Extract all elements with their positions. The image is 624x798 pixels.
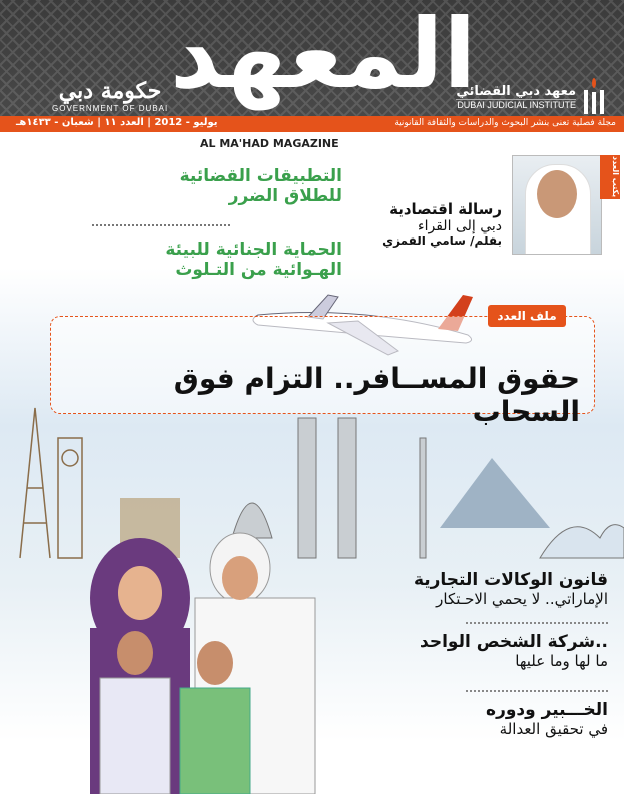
toc-judicial-applications[interactable]: التطبيقات القضائية للطلاق الضرر: [179, 166, 342, 206]
editor-tab: يكتب العدد: [600, 155, 620, 199]
issue-date: يوليو - 2012 | العدد ١١ | شعبان - ١٤٣٣هـ: [16, 117, 218, 128]
petronas-tower-right-icon: [338, 418, 356, 558]
toc-environment-protection[interactable]: الحماية الجنائية للبيئة الهـوائية من التـلوث: [165, 240, 342, 280]
divider: [92, 224, 230, 226]
eiffel-tower-icon: [20, 408, 50, 558]
editor-letter[interactable]: رسالة اقتصادية دبي إلى القراء بقلم/ سامي القمزي: [382, 200, 502, 248]
issue-strip: [0, 116, 624, 132]
magazine-subtitle: AL MA'HAD MAGAZINE: [200, 137, 339, 150]
toc-commercial-agencies[interactable]: قانون الوكالات التجارية الإماراتي.. لا يحمي الاحـتكار: [413, 570, 608, 608]
masthead: [0, 0, 624, 130]
tv-tower-icon: [420, 438, 426, 558]
mountain-icon: [440, 458, 550, 528]
toc-single-person-company[interactable]: شركة الشخص الواحد.. ما لها وما عليها: [420, 632, 608, 670]
petronas-tower-left-icon: [298, 418, 316, 558]
feature-tag: ملف العدد: [488, 305, 566, 327]
government-of-dubai-logo: حكومة دبي GOVERNMENT OF DUBAI: [52, 78, 169, 113]
magazine-title: المعهد: [170, 0, 477, 110]
divider: [466, 622, 608, 624]
toc-expert-role[interactable]: الخـــبير ودوره في تحقيق العدالة: [486, 700, 608, 738]
family-illustration: [90, 533, 315, 794]
tagline: مجلة فصلية تعنى بنشر البحوث والدراسات والثقافة القانونية: [394, 118, 616, 128]
institute-mark-icon: [584, 78, 604, 116]
opera-house-icon: [540, 525, 624, 558]
editor-photo: [512, 155, 602, 255]
dubai-judicial-institute-logo: معهد دبي القضائي DUBAI JUDICIAL INSTITUTE: [456, 78, 604, 116]
feature-headline[interactable]: حقوق المســافر.. التزام فوق السحاب: [173, 362, 580, 428]
divider: [466, 690, 608, 692]
